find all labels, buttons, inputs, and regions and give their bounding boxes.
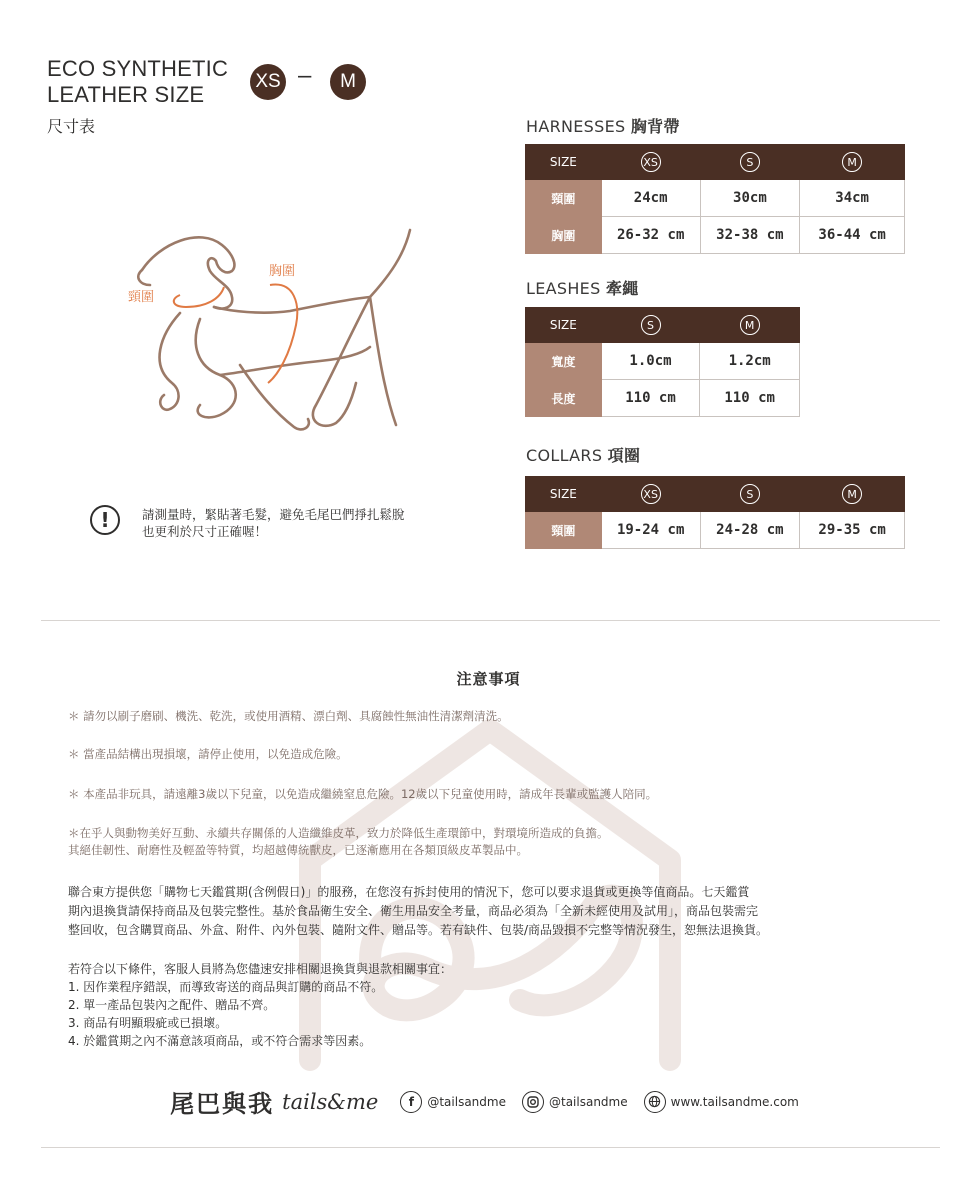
collars-title bbox=[526, 443, 640, 466]
size-col-m: M bbox=[700, 308, 800, 343]
return-policy-line-1: 聯合東方提供您「購物七天鑑賞期(含例假日)」的服務，在您沒有拆封使用的情況下，您可以要求退貨或更換等值商品。七天鑑賞 bbox=[68, 885, 750, 899]
table-cell: 36-44 cm bbox=[800, 217, 905, 254]
table-header-row bbox=[526, 308, 800, 343]
table-row bbox=[526, 380, 800, 417]
eco-note-line-1: ＊在乎人與動物美好互動、永續共存關係的人造纖維皮革，致力於降低生產環節中，對環境所造成的負擔。 bbox=[68, 826, 609, 840]
neck-measure-line bbox=[174, 287, 224, 307]
return-policy bbox=[68, 883, 768, 940]
chest-label: 胸圍 bbox=[269, 264, 296, 279]
return-policy-line-2: 期內退換貨請保持商品及包裝完整性。基於食品衛生安全、衛生用品安全考量，商品必須為「全新未經使用及試用」，商品包裝需完 bbox=[68, 904, 759, 918]
title-line-2: LEATHER SIZE bbox=[47, 82, 205, 107]
table-cell: 26-32 cm bbox=[601, 217, 700, 254]
care-note-1: ＊ 請勿以刷子磨刷、機洗、乾洗，或使用酒精、漂白劑、具腐蝕性無油性清潔劑清洗。 bbox=[68, 709, 509, 723]
size-badge-from: XS bbox=[250, 64, 286, 100]
measure-note bbox=[142, 506, 405, 540]
brand-name-zh: 尾巴與我 bbox=[170, 1089, 275, 1118]
exclamation-icon: ! bbox=[90, 505, 120, 535]
row-label: 胸圍 bbox=[526, 217, 602, 254]
size-range-dash: – bbox=[298, 62, 312, 89]
collars-title-zh: 項圈 bbox=[607, 446, 641, 465]
collars-table bbox=[525, 476, 905, 549]
brand-footer bbox=[0, 1084, 977, 1119]
return-conditions bbox=[68, 960, 452, 1050]
eco-note bbox=[68, 825, 609, 859]
table-cell: 30cm bbox=[700, 180, 800, 217]
return-policy-line-3: 整回收，包含購買商品、外盒、附件、內外包裝、隨附文件、贈品等。若有缺件、包裝/商品毀損不完整等情況發生，恕無法退換貨。 bbox=[68, 923, 769, 937]
size-badge-to: M bbox=[330, 64, 366, 100]
row-label: 頸圍 bbox=[526, 180, 602, 217]
conditions-intro: 若符合以下條件，客服人員將為您儘速安排相關退換貨與退款相關事宜： bbox=[68, 962, 453, 976]
table-cell: 110 cm bbox=[700, 380, 800, 417]
harnesses-table bbox=[525, 144, 905, 254]
table-row bbox=[526, 180, 905, 217]
table-cell: 24-28 cm bbox=[700, 512, 800, 549]
collars-title-en: COLLARS bbox=[526, 446, 603, 465]
website-url: www.tailsandme.com bbox=[670, 1094, 799, 1109]
row-label: 長度 bbox=[526, 380, 602, 417]
size-col-xs: XS bbox=[601, 145, 700, 180]
table-cell: 110 cm bbox=[601, 380, 700, 417]
size-col-s: S bbox=[700, 145, 800, 180]
table-cell: 19-24 cm bbox=[601, 512, 700, 549]
care-note-2: ＊ 當產品結構出現損壞，請停止使用，以免造成危險。 bbox=[68, 747, 348, 761]
measure-note-line-1: 請測量時，緊貼著毛髮，避免毛尾巴們掙扎鬆脫 bbox=[142, 507, 405, 522]
size-header: SIZE bbox=[526, 308, 602, 343]
table-cell: 24cm bbox=[601, 180, 700, 217]
size-col-xs: XS bbox=[601, 477, 700, 512]
harnesses-title-en: HARNESSES bbox=[526, 117, 626, 136]
table-cell: 32-38 cm bbox=[700, 217, 800, 254]
table-cell: 29-35 cm bbox=[800, 512, 905, 549]
table-cell: 1.0cm bbox=[601, 343, 700, 380]
condition-item: 1. 因作業程序錯誤，而導致寄送的商品與訂購的商品不符。 bbox=[68, 980, 384, 994]
harnesses-title-zh: 胸背帶 bbox=[630, 117, 680, 136]
condition-item: 3. 商品有明顯瑕疵或已損壞。 bbox=[68, 1016, 228, 1030]
brand-name-en: tails&me bbox=[282, 1089, 379, 1114]
care-note-3: ＊ 本產品非玩具，請遠離3歲以下兒童，以免造成繼繞窒息危險。12歲以下兒童使用時，請成年長輩或監護人陪同。 bbox=[68, 787, 658, 801]
size-col-m: M bbox=[800, 477, 905, 512]
table-row bbox=[526, 217, 905, 254]
eco-note-line-2: 其絕佳韌性、耐磨性及輕盈等特質，均超越傳統獸皮，已逐漸應用在各類頂級皮革製品中。 bbox=[68, 843, 528, 857]
divider bbox=[41, 1147, 940, 1148]
notice-title: 注意事項 bbox=[456, 670, 521, 688]
condition-item: 4. 於鑑賞期之內不滿意該項商品，或不符合需求等因素。 bbox=[68, 1034, 372, 1048]
condition-item: 2. 單一產品包裝內之配件、贈品不齊。 bbox=[68, 998, 276, 1012]
leashes-table bbox=[525, 307, 800, 417]
table-row bbox=[526, 512, 905, 549]
facebook-icon: f bbox=[400, 1091, 422, 1113]
dog-measurement-diagram bbox=[120, 215, 420, 440]
size-col-s: S bbox=[601, 308, 700, 343]
website-link[interactable] bbox=[644, 1091, 799, 1113]
harnesses-title bbox=[526, 114, 680, 137]
table-header-row bbox=[526, 477, 905, 512]
size-col-s: S bbox=[700, 477, 800, 512]
row-label: 頸圍 bbox=[526, 512, 602, 549]
table-header-row bbox=[526, 145, 905, 180]
measure-note-line-2: 也更利於尺寸正確喔！ bbox=[142, 524, 268, 539]
leashes-title-en: LEASHES bbox=[526, 279, 601, 298]
table-cell: 1.2cm bbox=[700, 343, 800, 380]
table-row bbox=[526, 343, 800, 380]
leashes-title bbox=[526, 276, 639, 299]
globe-icon bbox=[644, 1091, 666, 1113]
neck-label: 頸圍 bbox=[128, 290, 155, 305]
size-header: SIZE bbox=[526, 477, 602, 512]
instagram-icon bbox=[522, 1091, 544, 1113]
facebook-link[interactable] bbox=[400, 1091, 506, 1113]
size-header: SIZE bbox=[526, 145, 602, 180]
page-title bbox=[47, 56, 228, 108]
size-col-m: M bbox=[800, 145, 905, 180]
divider bbox=[41, 620, 940, 621]
title-line-1: ECO SYNTHETIC bbox=[47, 56, 229, 81]
instagram-link[interactable] bbox=[522, 1091, 628, 1113]
row-label: 寬度 bbox=[526, 343, 602, 380]
page-subtitle: 尺寸表 bbox=[47, 117, 96, 136]
leashes-title-zh: 牽繩 bbox=[605, 279, 639, 298]
table-cell: 34cm bbox=[800, 180, 905, 217]
facebook-handle: @tailsandme bbox=[427, 1094, 506, 1109]
instagram-handle: @tailsandme bbox=[548, 1094, 628, 1109]
